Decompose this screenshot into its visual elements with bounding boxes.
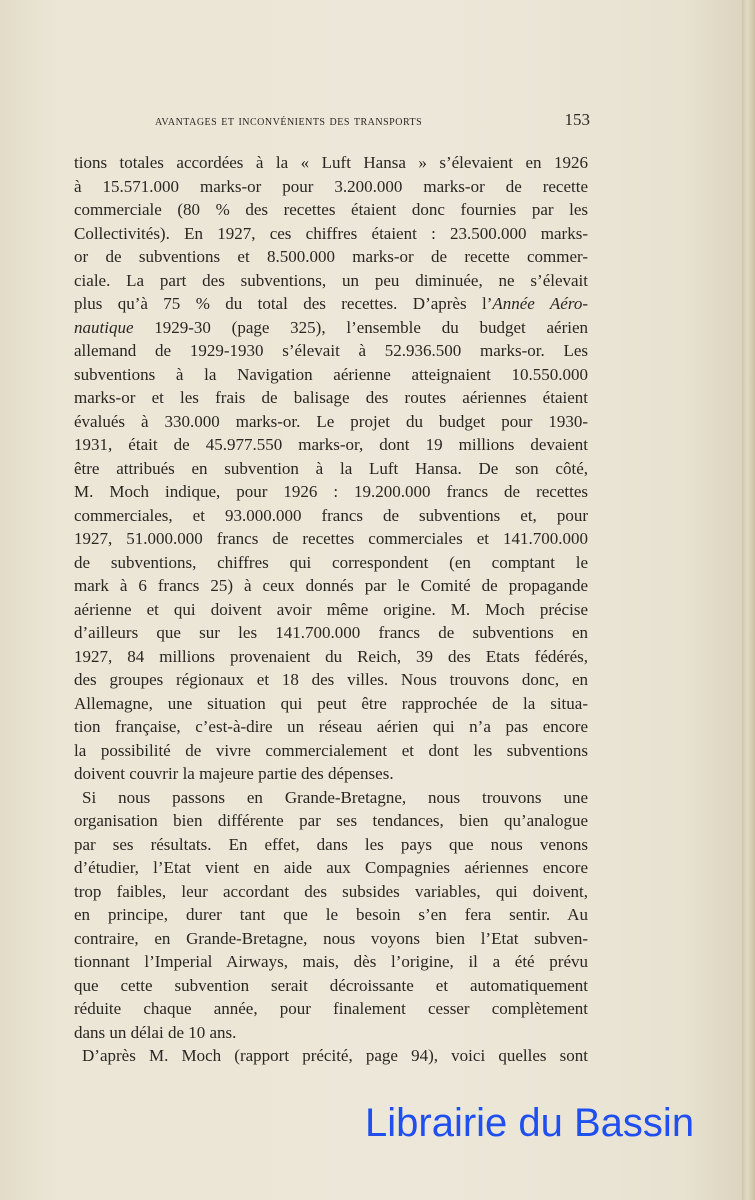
text-segment: commerciale (80 % des recettes étaient donc fournies par les: [74, 200, 588, 219]
text-line: [74, 668, 588, 692]
text-line: [74, 292, 588, 316]
watermark: Librairie du Bassin: [365, 1101, 695, 1145]
running-title: avantages et inconvénients des transports: [155, 114, 423, 129]
text-segment: à 15.571.000 marks-or pour 3.200.000 marks-or de recette: [74, 176, 588, 196]
text-line: [74, 316, 588, 340]
text-line: [74, 856, 588, 880]
text-segment: réduite chaque année, pour finalement cesser complètement: [74, 999, 588, 1018]
text-segment: marks-or et les frais de balisage des routes aériennes étaient: [74, 388, 588, 407]
body-text: [74, 151, 588, 1068]
text-segment: M. Moch indique, pour 1926 : 19.200.000 francs de recettes: [74, 482, 588, 501]
text-line: [74, 880, 588, 904]
text-line: [74, 692, 588, 716]
text-line: [74, 809, 588, 833]
text-segment: d’étudier, l’Etat vient en aide aux Compagnies aériennes encore: [74, 858, 588, 877]
text-line: [74, 927, 588, 951]
text-line: [74, 598, 588, 622]
text-line: [74, 151, 588, 175]
text-segment: en principe, durer tant que le besoin s’en fera sentir. Au: [74, 905, 588, 924]
text-line: [74, 974, 588, 998]
text-segment: d’ailleurs que sur les 141.700.000 francs de subventions en: [74, 623, 588, 642]
text-segment: trop faibles, leur accordant des subsides variables, qui doivent,: [74, 881, 588, 901]
italic-text: nautique: [74, 317, 134, 337]
text-segment: être attribués en subvention à la Luft Hansa. De son côté,: [74, 458, 588, 478]
text-segment: commerciales, et 93.000.000 francs de subventions et, pour: [74, 505, 588, 525]
italic-text: Année Aéro-: [492, 294, 588, 313]
text-segment: plus qu’à 75 % du total des recettes. D’après l’: [74, 294, 493, 313]
text-segment: allemand de 1929-1930 s’élevait à 52.936.500 marks-or. Les: [74, 341, 588, 360]
text-segment: subventions à la Navigation aérienne atteignaient 10.550.000: [74, 364, 588, 384]
text-segment: doivent couvrir la majeure partie des dépenses.: [74, 764, 394, 783]
text-line: [74, 222, 588, 246]
text-line: [74, 903, 588, 927]
text-line: [74, 762, 588, 786]
text-segment: Allemagne, une situation qui peut être rapprochée de la situa-: [74, 693, 588, 713]
text-line: [74, 339, 588, 363]
text-line: [74, 245, 588, 269]
text-line: [74, 786, 588, 810]
text-line: [74, 1021, 588, 1045]
text-segment: 1927, 84 millions provenaient du Reich, 39 des Etats fédérés,: [74, 646, 588, 666]
text-line: [74, 504, 588, 528]
text-line: [74, 410, 588, 434]
text-line: [74, 715, 588, 739]
text-line: [74, 457, 588, 481]
text-segment: tion française, c’est-à-dire un réseau aérien qui n’a pas encore: [74, 717, 588, 736]
text-line: [74, 386, 588, 410]
text-line: [74, 175, 588, 199]
text-line: [74, 574, 588, 598]
text-segment: aérienne et qui doivent avoir même origine. M. Moch précise: [74, 599, 588, 619]
text-segment: Si nous passons en Grande-Bretagne, nous trouvons une: [82, 787, 588, 807]
text-segment: 1931, était de 45.977.550 marks-or, dont 19 millions devaient: [74, 435, 588, 454]
running-header: [155, 110, 590, 132]
text-segment: que cette subvention serait décroissante et automatiquement: [74, 975, 588, 995]
text-segment: dans un délai de 10 ans.: [74, 1022, 237, 1042]
text-line: [74, 198, 588, 222]
text-line: [74, 950, 588, 974]
text-segment: or de subventions et 8.500.000 marks-or de recette commer-: [74, 247, 588, 266]
text-line: [74, 269, 588, 293]
text-segment: mark à 6 francs 25) à ceux donnés par le Comité de propagande: [74, 576, 588, 595]
text-segment: Collectivités). En 1927, ces chiffres étaient : 23.500.000 marks-: [74, 223, 588, 243]
text-line: [74, 551, 588, 575]
text-segment: contraire, en Grande-Bretagne, nous voyons bien l’Etat subven-: [74, 928, 588, 948]
text-segment: tionnant l’Imperial Airways, mais, dès l’origine, il a été prévu: [74, 952, 588, 971]
text-segment: ciale. La part des subventions, un peu diminuée, ne s’élevait: [74, 270, 588, 290]
page-edge: [742, 0, 755, 1200]
text-segment: tions totales accordées à la « Luft Hansa » s’élevaient en 1926: [74, 153, 588, 172]
text-line: [74, 1044, 588, 1068]
text-line: [74, 527, 588, 551]
page-number: 153: [564, 110, 590, 129]
text-line: [74, 739, 588, 763]
text-line: [74, 433, 588, 457]
text-segment: évalués à 330.000 marks-or. Le projet du budget pour 1930-: [74, 411, 588, 431]
text-line: [74, 997, 588, 1021]
text-segment: 1929-30 (page 325), l’ensemble du budget aérien: [133, 317, 588, 337]
text-line: [74, 645, 588, 669]
text-segment: organisation bien différente par ses tendances, bien qu’analogue: [74, 811, 588, 830]
text-line: [74, 621, 588, 645]
text-line: [74, 480, 588, 504]
text-segment: des groupes régionaux et 18 des villes. Nous trouvons donc, en: [74, 670, 588, 689]
text-segment: D’après M. Moch (rapport précité, page 94), voici quelles sont: [82, 1046, 588, 1065]
text-segment: de subventions, chiffres qui correspondent (en comptant le: [74, 552, 588, 572]
text-line: [74, 833, 588, 857]
text-segment: la possibilité de vivre commercialement et dont les subventions: [74, 740, 588, 760]
text-segment: par ses résultats. En effet, dans les pays que nous venons: [74, 834, 588, 854]
text-segment: 1927, 51.000.000 francs de recettes commerciales et 141.700.000: [74, 529, 588, 548]
text-line: [74, 363, 588, 387]
